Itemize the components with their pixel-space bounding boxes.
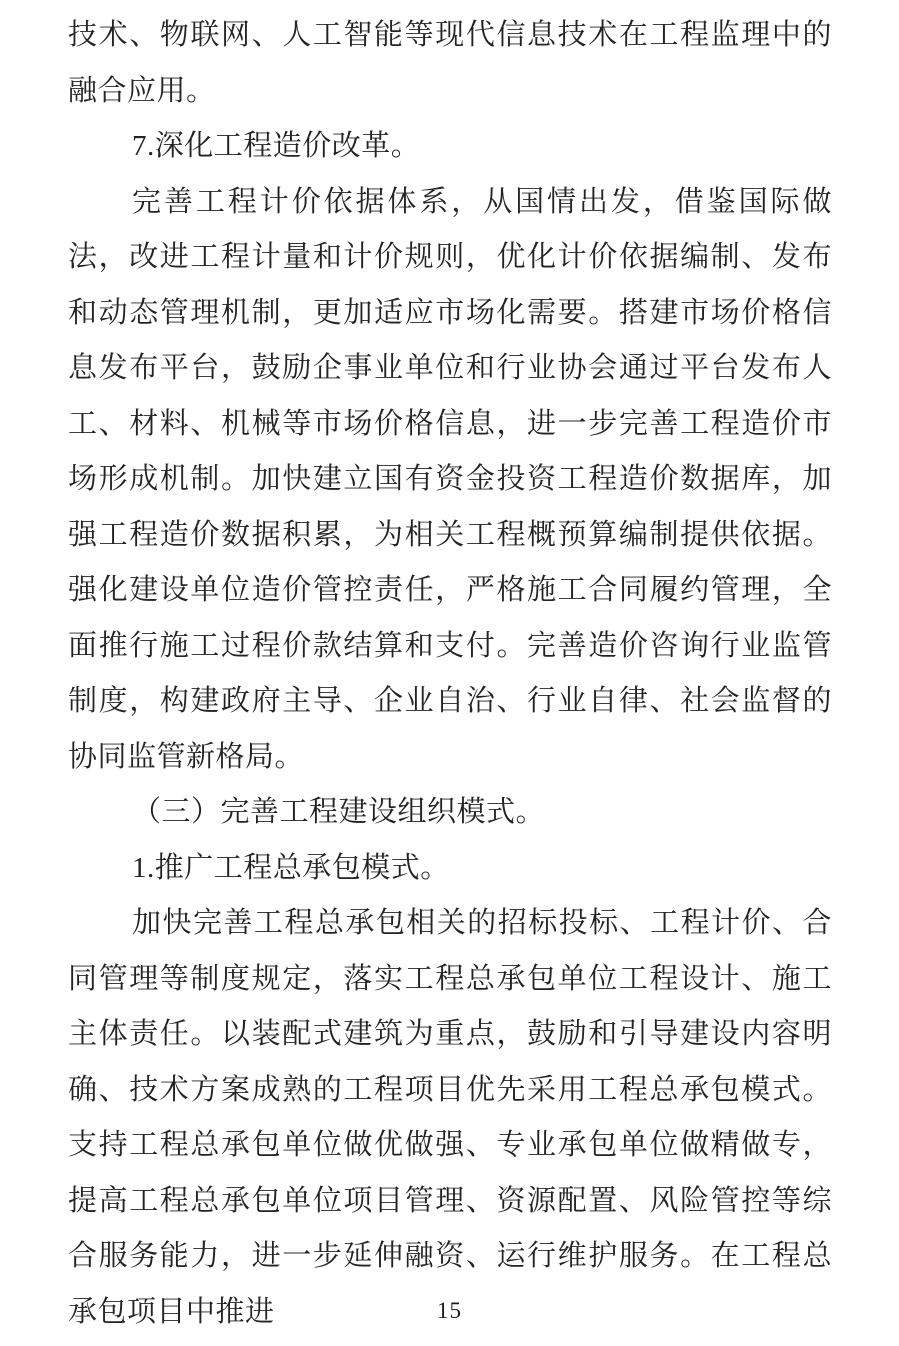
- paragraph-general-contracting-body: 加快完善工程总承包相关的招标投标、工程计价、合同管理等制度规定，落实工程总承包单位工程设计、施工主体责任。以装配式建筑为重点，鼓励和引导建设内容明确、技术方案成熟的工程项目优先采用工程总承包模式。支持工程总承包单位做优做强、专业承包单位做精做专，提高工程总承包单位项目管理、资源配置、风险管控等综合服务能力，进一步延伸融资、运行维护服务。在工程总承包项目中推进: [68, 907, 832, 1328]
- paragraph-cost-reform-body: 完善工程计价依据体系，从国情出发，借鉴国际做法，改进工程计量和计价规则，优化计价依据编制、发布和动态管理机制，更加适应市场化需要。搭建市场价格信息发布平台，鼓励企事业单位和行业协会通过平台发布人工、材料、机械等市场价格信息，进一步完善工程造价市场形成机制。加快建立国有资金投资工程造价数据库，加强工程造价数据积累，为相关工程概预算编制提供依据。强化建设单位造价管控责任，严格施工合同履约管理，全面推行施工过程价款结算和支付。完善造价咨询行业监管制度，构建政府主导、企业自治、行业自律、社会监督的协同监管新格局。: [68, 185, 832, 773]
- page-body: [68, 8, 832, 1340]
- page-number: 15: [437, 1298, 462, 1323]
- paragraph-continuation: 技术、物联网、人工智能等现代信息技术在工程监理中的融合应用。: [68, 19, 832, 107]
- paragraph-heading-7: 7.深化工程造价改革。: [132, 130, 421, 162]
- paragraph-heading-1: 1.推广工程总承包模式。: [132, 851, 450, 884]
- paragraph-section-heading-3: （三）完善工程建设组织模式。: [132, 796, 546, 828]
- page-footer: [0, 1298, 899, 1324]
